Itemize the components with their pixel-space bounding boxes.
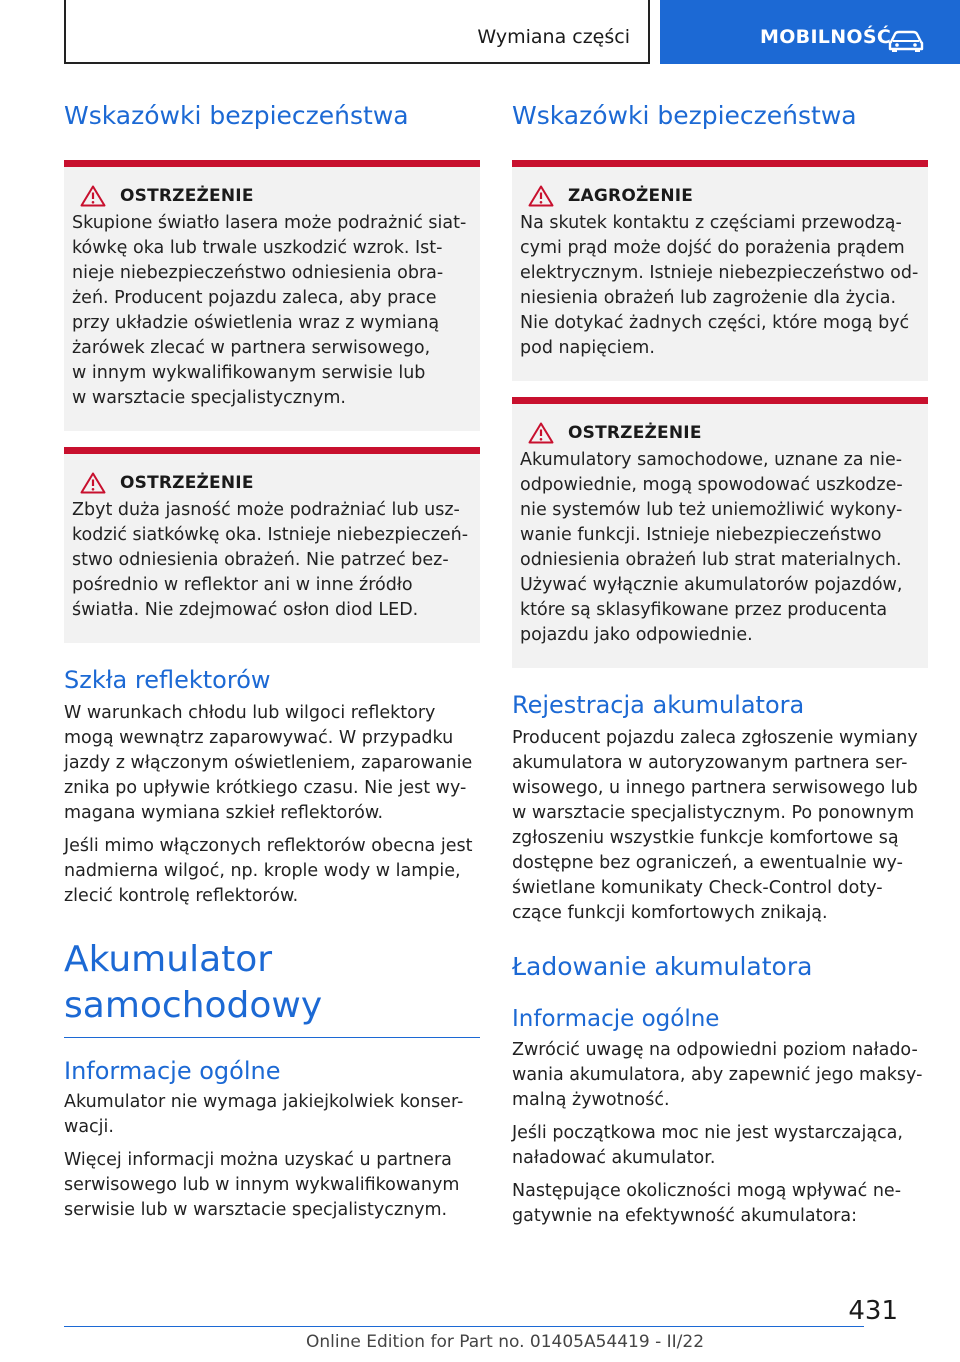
text-line: odpowiednie, mogą spowodować uszkodze- (520, 475, 903, 495)
paragraph (512, 726, 928, 926)
warning-box-brightness (64, 447, 480, 643)
text-line: żarówek zlecać w partnera serwisowego, (72, 338, 431, 358)
car-icon (888, 30, 924, 52)
text-line: Więcej informacji można uzyskać u partnera (64, 1150, 452, 1170)
text-line: nieje niebezpieczeństwo odniesienia obra- (72, 263, 444, 283)
warning-title: OSTRZEŻENIE (120, 473, 254, 493)
text-line: malną żywotność. (512, 1090, 670, 1110)
right-column (512, 100, 928, 1229)
text-line: Następujące okoliczności mogą wpływać ne- (512, 1181, 902, 1201)
text-line: Zbyt duża jasność może podrażniać lub usz- (72, 500, 460, 520)
text-line: światła. Nie zdejmować osłon diod LED. (72, 600, 419, 620)
heading-safety-right: Wskazówki bezpieczeństwa (512, 101, 857, 130)
warning-box-battery (512, 397, 928, 668)
text-line: niesienia obrażeń lub zagrożenie dla życia. (520, 288, 897, 308)
page-header (0, 0, 960, 66)
warning-text (520, 448, 920, 648)
chapter-tab (660, 0, 960, 64)
heading-general-info: Informacje ogólne (512, 1006, 720, 1032)
paragraph (512, 1038, 928, 1113)
text-line: które są sklasyfikowane przez producenta (520, 600, 888, 620)
text-line: żeń. Producent pojazdu zaleca, aby prace (72, 288, 437, 308)
text-line: elektrycznym. Istnieje niebezpieczeństwo od- (520, 263, 919, 283)
text-line: akumulatora w autoryzowanym partnera ser- (512, 753, 908, 773)
paragraph (64, 701, 480, 826)
text-line: znika po upływie krótkiego czasu. Nie jest wy- (64, 778, 467, 798)
chapter-title: MOBILNOŚĆ (760, 26, 892, 48)
text-line: W warunkach chłodu lub wilgoci reflektory (64, 703, 436, 723)
text-line: kodzić siatkówkę oka. Istnieje niebezpieczeń- (72, 525, 469, 545)
warning-header (80, 185, 472, 207)
text-line: naładować akumulator. (512, 1148, 716, 1168)
text-line: pośrednio w reflektor ani w inne źródło (72, 575, 413, 595)
warning-header (528, 185, 920, 207)
warning-header (80, 472, 472, 494)
text-line: w warsztacie specjalistycznym. (72, 388, 346, 408)
text-line: Akumulatory samochodowe, uznane za nie- (520, 450, 903, 470)
footer-edition: Online Edition for Part no. 01405A54419 - II/22 (306, 1332, 705, 1352)
text-line: pojazdu jako odpowiednie. (520, 625, 753, 645)
text-line: wisowego, u innego partnera serwisowego lub (512, 778, 918, 798)
text-line: pod napięciem. (520, 338, 655, 358)
text-line: kówkę oka lub trwale uszkodzić wzrok. Ist- (72, 238, 443, 258)
warning-title: OSTRZEŻENIE (120, 186, 254, 206)
text-line: Jeśli mimo włączonych reflektorów obecna jest (64, 836, 473, 856)
text-line: mogą wewnątrz zaparowywać. W przypadku (64, 728, 454, 748)
heading-headlight-lens: Szkła reflektorów (64, 666, 271, 694)
text-line: stwo odniesienia obrażeń. Nie patrzeć bez- (72, 550, 449, 570)
text-line: Używać wyłącznie akumulatorów pojazdów, (520, 575, 903, 595)
footer-divider (64, 1326, 864, 1327)
text-line: nadmierna wilgoć, np. krople wody w lampie, (64, 861, 461, 881)
text-line: świetlane komunikaty Check-Control doty- (512, 878, 883, 898)
text-line: Akumulator nie wymaga jakiejkolwiek konser- (64, 1092, 464, 1112)
text-line: odniesienia obrażeń lub strat materialnych. (520, 550, 902, 570)
text-line: Jeśli początkowa moc nie jest wystarczająca, (512, 1123, 903, 1143)
text-line: jazdy z włączonym oświetleniem, zaparowanie (64, 753, 473, 773)
warning-title: OSTRZEŻENIE (568, 423, 702, 443)
heading-safety-left: Wskazówki bezpieczeństwa (64, 101, 409, 130)
heading-battery-registration: Rejestracja akumulatora (512, 691, 805, 719)
text-line: cymi prąd może dojść do porażenia prądem (520, 238, 905, 258)
warning-text (72, 211, 472, 411)
danger-box-voltage (512, 160, 928, 381)
warning-triangle-icon (80, 185, 106, 207)
text-line: Producent pojazdu zaleca zgłoszenie wymiany (512, 728, 918, 748)
text-line: gatywnie na efektywność akumulatora: (512, 1206, 858, 1226)
text-line: Zwrócić uwagę na odpowiedni poziom nałado- (512, 1040, 918, 1060)
heading-car-battery: Akumulator samochodowy (64, 937, 480, 1038)
text-line: wanie funkcji. Istnieje niebezpieczeństwo (520, 525, 882, 545)
text-line: wacji. (64, 1117, 114, 1137)
text-line: zgłoszeniu wszystkie funkcje komfortowe są (512, 828, 899, 848)
warning-triangle-icon (528, 422, 554, 444)
text-line: przy układzie oświetlenia wraz z wymianą (72, 313, 440, 333)
heading-general-info: Informacje ogólne (64, 1057, 281, 1085)
text-line: dostępne bez ograniczeń, a ewentualnie wy- (512, 853, 903, 873)
text-line: Skupione światło lasera może podrażnić siat- (72, 213, 467, 233)
paragraph (64, 1148, 480, 1223)
text-line: nie systemów lub też uniemożliwić wykony- (520, 500, 903, 520)
warning-triangle-icon (80, 472, 106, 494)
text-line: w innym wykwalifikowanym serwisie lub (72, 363, 426, 383)
text-line: czące funkcji komfortowych znikają. (512, 903, 828, 923)
section-title: Wymiana części (477, 26, 630, 48)
heading-battery-charging: Ładowanie akumulatora (512, 952, 813, 981)
warning-box-laser (64, 160, 480, 431)
page-number: 431 (848, 1296, 898, 1326)
text-line: wania akumulatora, aby zapewnić jego maksy- (512, 1065, 923, 1085)
text-line: serwisowego lub w innym wykwalifikowanym (64, 1175, 460, 1195)
left-column (64, 100, 480, 1223)
text-line: magana wymiana szkieł reflektorów. (64, 803, 384, 823)
warning-triangle-icon (528, 185, 554, 207)
danger-title: ZAGROŻENIE (568, 186, 694, 206)
warning-header (528, 422, 920, 444)
text-line: zlecić kontrolę reflektorów. (64, 886, 299, 906)
paragraph (512, 1121, 928, 1171)
text-line: serwisie lub w warsztacie specjalistycznym. (64, 1200, 448, 1220)
paragraph (512, 1179, 928, 1229)
text-line: Nie dotykać żadnych części, które mogą być (520, 313, 910, 333)
text-line: Na skutek kontaktu z częściami przewodzą- (520, 213, 902, 233)
paragraph (64, 1090, 480, 1140)
text-line: w warsztacie specjalistycznym. Po ponownym (512, 803, 915, 823)
paragraph (64, 834, 480, 909)
warning-text (520, 211, 920, 361)
warning-text (72, 498, 472, 623)
